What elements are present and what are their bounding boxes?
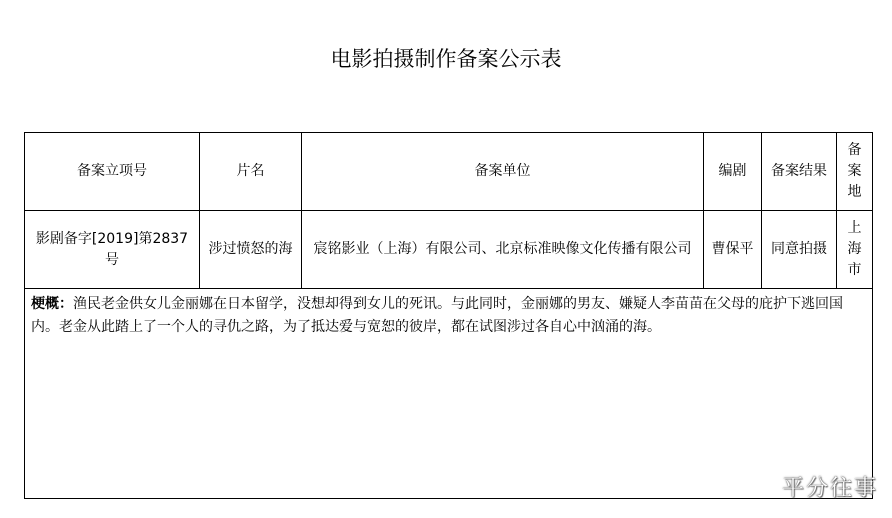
- synopsis-cell: [25, 289, 873, 499]
- synopsis-text: 渔民老金供女儿金丽娜在日本留学，没想却得到女儿的死讯。与此同时，金丽娜的男友、嫌疑人李苗苗在父母的庇护下逃回国内。老金从此踏上了一个人的寻仇之路，为了抵达爱与宽恕的彼岸，都在试图涉过各自心中汹涌的海。: [31, 296, 843, 335]
- cell-film-name: 涉过愤怒的海: [200, 211, 302, 289]
- header-location: 备案地: [837, 133, 873, 211]
- cell-result: 同意拍摄: [762, 211, 837, 289]
- table-header-row: [25, 133, 873, 211]
- synopsis-label: 梗概：: [31, 296, 73, 312]
- watermark: 平分往事: [781, 476, 878, 501]
- header-result: 备案结果: [762, 133, 837, 211]
- header-screenwriter: 编剧: [704, 133, 762, 211]
- cell-location: 上海市: [837, 211, 873, 289]
- page-title: 电影拍摄制作备案公示表: [330, 47, 562, 71]
- table-row: [25, 211, 873, 289]
- header-film-name: 片名: [200, 133, 302, 211]
- filing-table: [24, 132, 873, 499]
- header-record-no: 备案立项号: [25, 133, 200, 211]
- synopsis-row: [25, 289, 873, 499]
- cell-filing-unit: 宸铭影业（上海）有限公司、北京标准映像文化传播有限公司: [302, 211, 704, 289]
- cell-screenwriter: 曹保平: [704, 211, 762, 289]
- header-filing-unit: 备案单位: [302, 133, 704, 211]
- cell-record-no: 影剧备字[2019]第2837号: [25, 211, 200, 289]
